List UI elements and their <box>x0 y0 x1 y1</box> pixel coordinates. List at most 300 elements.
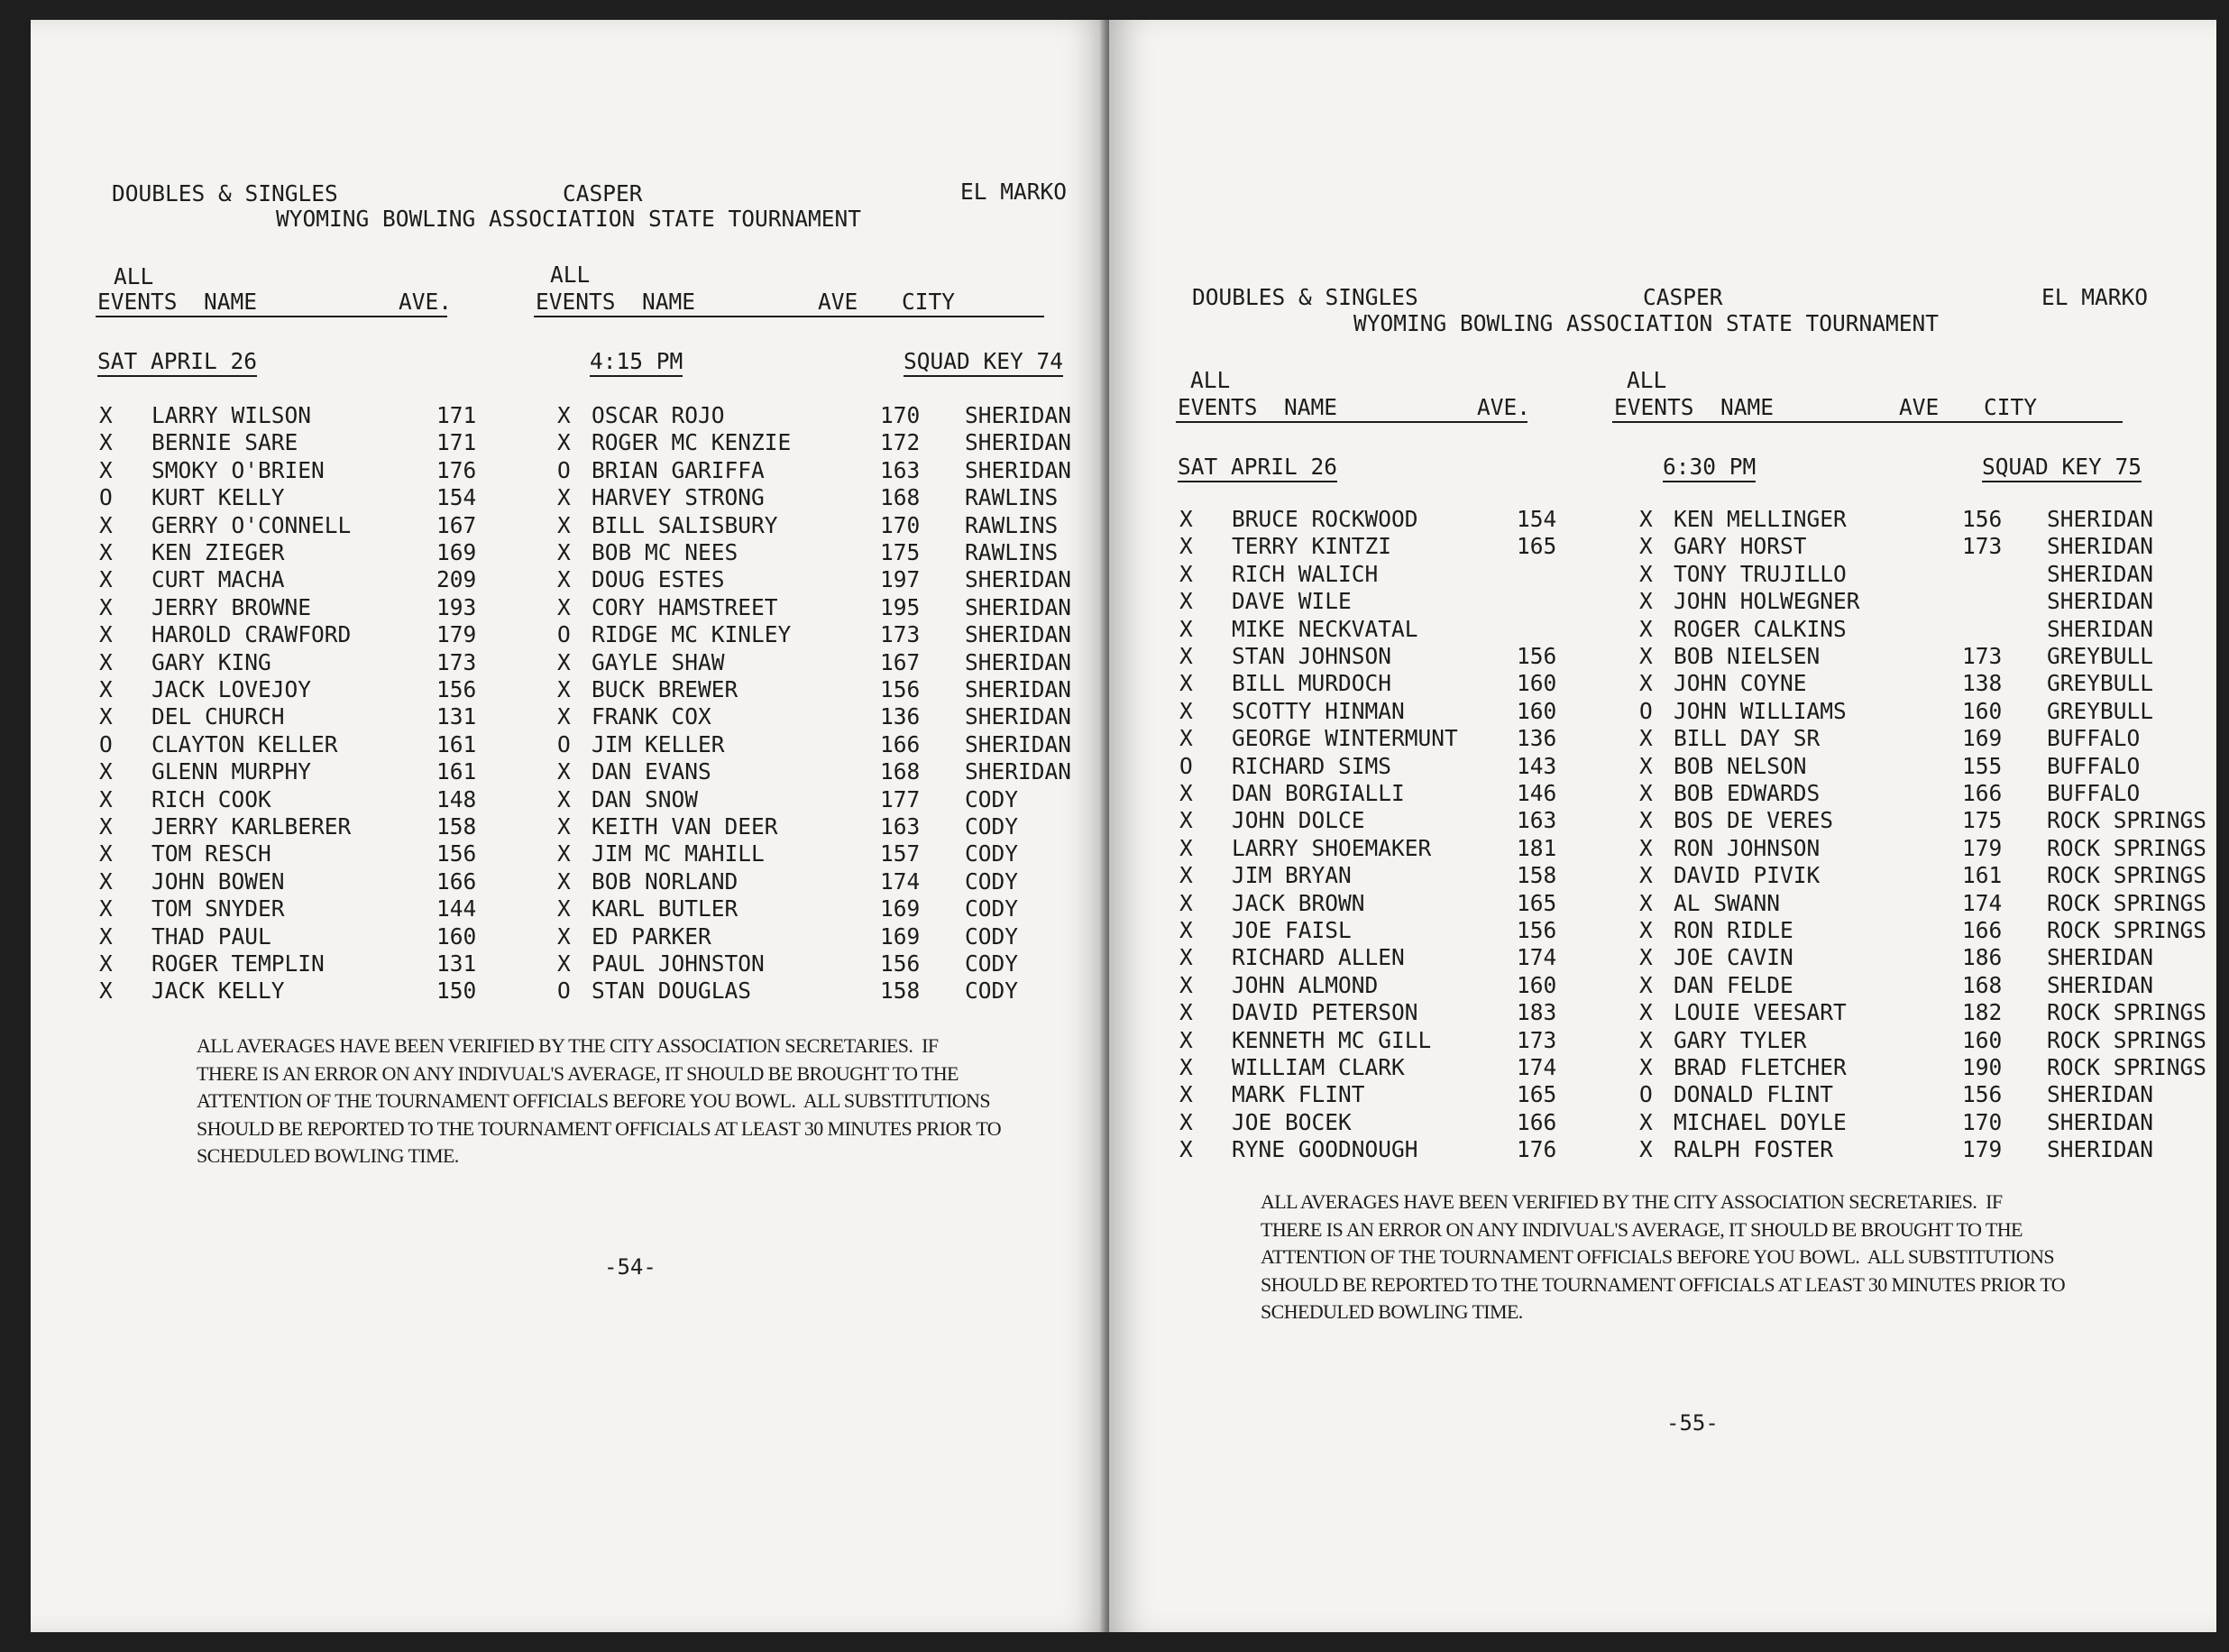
squad-time: 6:30 PM <box>1663 454 1756 482</box>
bowler-average: 166 <box>880 730 921 757</box>
bowler-name: DEL CHURCH <box>151 703 285 730</box>
event-code: X <box>1639 1136 1653 1163</box>
bowler-name: TONY TRUJILLO <box>1674 560 1847 587</box>
event-code: X <box>1179 643 1193 669</box>
bowler-name: JIM MC MAHILL <box>592 840 765 867</box>
event-code: X <box>1639 780 1653 806</box>
bowler-name: BOB EDWARDS <box>1674 780 1821 806</box>
bowler-name: DOUG ESTES <box>592 566 725 593</box>
event-code: X <box>1639 1026 1653 1053</box>
bowler-city: GREYBULL <box>2047 643 2154 669</box>
bowler-average: 209 <box>436 566 477 593</box>
event-code: X <box>1179 1136 1193 1163</box>
bowler-average: 158 <box>436 813 477 840</box>
note-line: THERE IS AN ERROR ON ANY INDIVUAL'S AVERAGE, IT SHOULD BE BROUGHT TO THE <box>197 1061 959 1085</box>
bowler-average: 181 <box>1517 834 1557 861</box>
bowler-city: CODY <box>965 922 1019 950</box>
event-code: X <box>557 785 571 812</box>
bowler-name: ROGER MC KENZIE <box>592 429 792 456</box>
bowler-name: KEN MELLINGER <box>1674 506 1847 532</box>
bowler-city: GREYBULL <box>2047 670 2154 697</box>
bowler-name: GARY TYLER <box>1674 1026 1807 1053</box>
bowler-city: BUFFALO <box>2047 752 2141 779</box>
col-events-name: EVENTS NAME <box>536 289 696 315</box>
header-rule <box>1612 421 2123 423</box>
bowler-average: 169 <box>880 922 921 950</box>
event-code: X <box>1179 917 1193 943</box>
bowler-city: SHERIDAN <box>965 676 1072 702</box>
squad-key: SQUAD KEY 75 <box>1982 454 2142 482</box>
bowler-city: BUFFALO <box>2047 780 2141 806</box>
event-code: X <box>1179 780 1193 806</box>
squad-date: SAT APRIL 26 <box>97 348 257 377</box>
event-code: X <box>99 758 113 785</box>
bowler-average: 168 <box>880 758 921 785</box>
event-code: X <box>1179 533 1193 560</box>
bowler-name: DAN SNOW <box>592 785 699 812</box>
header-rule <box>534 316 1044 317</box>
bowler-average: 165 <box>1517 889 1557 916</box>
event-code: X <box>1639 834 1653 861</box>
bowler-average: 160 <box>1962 697 2003 724</box>
event-code: X <box>557 429 571 456</box>
bowler-city: RAWLINS <box>965 539 1059 565</box>
event-code: X <box>99 456 113 483</box>
bowler-name: BOS DE VERES <box>1674 807 1834 834</box>
bowler-average: 166 <box>436 867 477 895</box>
event-code: X <box>1179 1054 1193 1080</box>
col-events-name: EVENTS NAME <box>1614 394 1775 420</box>
col-events-name: EVENTS NAME <box>1178 394 1338 420</box>
event-code: O <box>557 730 571 757</box>
event-code: X <box>1639 807 1653 834</box>
bowler-name: KEN ZIEGER <box>151 539 285 565</box>
bowler-city: SHERIDAN <box>2047 615 2154 642</box>
bowler-city: BUFFALO <box>2047 725 2141 752</box>
bowler-average: 163 <box>1517 807 1557 834</box>
bowler-name: TOM SNYDER <box>151 895 285 922</box>
bowler-average: 158 <box>880 977 921 1005</box>
bowler-name: GEORGE WINTERMUNT <box>1232 725 1458 752</box>
event-code: X <box>99 593 113 620</box>
bowler-name: CLAYTON KELLER <box>151 730 338 757</box>
bowler-average: 183 <box>1517 999 1557 1026</box>
bowler-average: 174 <box>1517 944 1557 971</box>
bowler-name: BILL SALISBURY <box>592 511 778 538</box>
bowler-name: DAVID PETERSON <box>1232 999 1418 1026</box>
event-code: X <box>99 785 113 812</box>
event-title: DOUBLES & SINGLES <box>1192 284 1418 310</box>
bowler-average: 161 <box>1962 862 2003 889</box>
bowler-city: CODY <box>965 977 1019 1005</box>
bowler-average: 156 <box>436 676 477 702</box>
event-code: X <box>99 922 113 950</box>
event-code: X <box>99 566 113 593</box>
event-code: X <box>1179 807 1193 834</box>
bowler-name: LARRY WILSON <box>151 402 312 428</box>
bowler-city: SHERIDAN <box>2047 1081 2154 1108</box>
bowler-average: 182 <box>1962 999 2003 1026</box>
bowler-average: 166 <box>1962 917 2003 943</box>
note-line: ATTENTION OF THE TOURNAMENT OFFICIALS BEFORE YOU BOWL. ALL SUBSTITUTIONS <box>197 1089 991 1112</box>
bowler-average: 163 <box>880 456 921 483</box>
bowler-name: JOE FAISL <box>1232 917 1352 943</box>
bowler-name: STAN DOUGLAS <box>592 977 752 1005</box>
bowler-name: CURT MACHA <box>151 566 285 593</box>
event-title: DOUBLES & SINGLES <box>112 180 338 206</box>
event-code: O <box>99 730 113 757</box>
note-line: SHOULD BE REPORTED TO THE TOURNAMENT OFFICIALS AT LEAST 30 MINUTES PRIOR TO <box>1261 1272 2066 1296</box>
bowler-name: PAUL JOHNSTON <box>592 950 765 977</box>
bowler-name: DONALD FLINT <box>1674 1081 1834 1108</box>
event-code: X <box>1639 533 1653 560</box>
bowler-average: 168 <box>1962 971 2003 998</box>
event-code: X <box>557 648 571 675</box>
bowler-name: BRAD FLETCHER <box>1674 1054 1847 1080</box>
bowler-name: DAN BORGIALLI <box>1232 780 1405 806</box>
tournament-title: WYOMING BOWLING ASSOCIATION STATE TOURNAMENT <box>1353 310 1940 336</box>
bowler-city: RAWLINS <box>965 511 1059 538</box>
event-code: X <box>99 813 113 840</box>
event-code: X <box>99 840 113 867</box>
bowler-city: SHERIDAN <box>965 566 1072 593</box>
bowler-average: 154 <box>436 484 477 511</box>
bowler-average: 195 <box>880 593 921 620</box>
event-code: X <box>1639 588 1653 615</box>
bowler-city: CODY <box>965 840 1019 867</box>
bowler-name: ROGER TEMPLIN <box>151 950 325 977</box>
event-code: X <box>557 593 571 620</box>
event-code: X <box>1639 752 1653 779</box>
event-code: X <box>99 703 113 730</box>
bowler-city: SHERIDAN <box>2047 971 2154 998</box>
bowler-city: CODY <box>965 950 1019 977</box>
all-label: ALL <box>1627 367 1667 393</box>
bowler-name: BRIAN GARIFFA <box>592 456 765 483</box>
bowler-name: LARRY SHOEMAKER <box>1232 834 1432 861</box>
event-code: X <box>1639 889 1653 916</box>
event-code: X <box>99 539 113 565</box>
bowler-city: CODY <box>965 813 1019 840</box>
bowler-name: KEITH VAN DEER <box>592 813 778 840</box>
bowler-name: RON RIDLE <box>1674 917 1793 943</box>
event-code: O <box>1179 752 1193 779</box>
bowler-name: JOE CAVIN <box>1674 944 1793 971</box>
bowler-name: JOHN WILLIAMS <box>1674 697 1847 724</box>
note-line: ALL AVERAGES HAVE BEEN VERIFIED BY THE CITY ASSOCIATION SECRETARIES. IF <box>197 1034 939 1057</box>
event-code: X <box>557 922 571 950</box>
bowler-average: 165 <box>1517 533 1557 560</box>
location: CASPER <box>563 180 643 206</box>
event-code: X <box>99 676 113 702</box>
bowler-city: ROCK SPRINGS <box>2047 917 2207 943</box>
page-number: -54- <box>604 1254 656 1280</box>
bowler-city: SHERIDAN <box>965 429 1072 456</box>
col-ave: AVE <box>1899 394 1940 420</box>
event-code: X <box>1639 944 1653 971</box>
bowler-name: ED PARKER <box>592 922 711 950</box>
event-code: O <box>557 456 571 483</box>
bowler-name: JOHN COYNE <box>1674 670 1807 697</box>
squad-time: 4:15 PM <box>590 348 683 377</box>
note-line: SHOULD BE REPORTED TO THE TOURNAMENT OFFICIALS AT LEAST 30 MINUTES PRIOR TO <box>197 1116 1002 1140</box>
bowler-average: 193 <box>436 593 477 620</box>
event-code: X <box>1179 971 1193 998</box>
bowler-average: 169 <box>1962 725 2003 752</box>
bowler-name: BILL MURDOCH <box>1232 670 1392 697</box>
bowler-name: JOHN HOLWEGNER <box>1674 588 1860 615</box>
bowler-name: BOB NELSON <box>1674 752 1807 779</box>
bowler-average: 160 <box>1517 670 1557 697</box>
bowler-name: WILLIAM CLARK <box>1232 1054 1405 1080</box>
event-code: X <box>1179 1081 1193 1108</box>
bowler-city: ROCK SPRINGS <box>2047 999 2207 1026</box>
event-code: X <box>1639 725 1653 752</box>
bowler-name: THAD PAUL <box>151 922 271 950</box>
bowler-average: 197 <box>880 566 921 593</box>
bowler-name: TOM RESCH <box>151 840 271 867</box>
event-code: X <box>557 539 571 565</box>
bowler-average: 171 <box>436 429 477 456</box>
bowler-city: RAWLINS <box>965 484 1059 511</box>
location: CASPER <box>1643 284 1723 310</box>
event-code: X <box>557 484 571 511</box>
all-label: ALL <box>550 262 591 288</box>
event-code: X <box>1639 999 1653 1026</box>
col-ave: AVE <box>818 289 858 315</box>
event-code: X <box>1179 944 1193 971</box>
bowler-average: 160 <box>1517 697 1557 724</box>
tournament-title: WYOMING BOWLING ASSOCIATION STATE TOURNAMENT <box>276 206 862 232</box>
bowler-average: 170 <box>1962 1108 2003 1135</box>
bowler-name: JOHN DOLCE <box>1232 807 1365 834</box>
all-label: ALL <box>114 263 154 289</box>
event-code: X <box>1179 999 1193 1026</box>
bowler-average: 163 <box>880 813 921 840</box>
bowler-average: 160 <box>1962 1026 2003 1053</box>
venue: EL MARKO <box>960 179 1068 205</box>
bowler-city: ROCK SPRINGS <box>2047 1026 2207 1053</box>
event-code: X <box>557 950 571 977</box>
event-code: X <box>1639 506 1653 532</box>
bowler-name: KURT KELLY <box>151 484 285 511</box>
bowler-average: 176 <box>1517 1136 1557 1163</box>
bowler-city: SHERIDAN <box>965 456 1072 483</box>
event-code: X <box>1179 670 1193 697</box>
event-code: X <box>1179 506 1193 532</box>
bowler-city: SHERIDAN <box>2047 944 2154 971</box>
event-code: X <box>99 511 113 538</box>
event-code: X <box>1639 1108 1653 1135</box>
event-code: X <box>1179 725 1193 752</box>
bowler-city: SHERIDAN <box>965 402 1072 428</box>
event-code: O <box>99 484 113 511</box>
event-code: X <box>1639 917 1653 943</box>
bowler-name: GLENN MURPHY <box>151 758 312 785</box>
event-code: X <box>557 895 571 922</box>
bowler-average: 156 <box>436 840 477 867</box>
bowler-average: 156 <box>1962 506 2003 532</box>
event-code: O <box>557 977 571 1005</box>
bowler-average: 167 <box>436 511 477 538</box>
bowler-city: CODY <box>965 785 1019 812</box>
bowler-name: RYNE GOODNOUGH <box>1232 1136 1418 1163</box>
bowler-average: 146 <box>1517 780 1557 806</box>
event-code: X <box>1179 560 1193 587</box>
bowler-name: RICH WALICH <box>1232 560 1379 587</box>
bowler-average: 160 <box>436 922 477 950</box>
bowler-average: 174 <box>1517 1054 1557 1080</box>
bowler-city: ROCK SPRINGS <box>2047 862 2207 889</box>
event-code: X <box>1179 889 1193 916</box>
bowler-average: 170 <box>880 402 921 428</box>
bowler-average: 172 <box>880 429 921 456</box>
bowler-name: LOUIE VEESART <box>1674 999 1847 1026</box>
event-code: X <box>557 402 571 428</box>
bowler-name: BUCK BREWER <box>592 676 738 702</box>
bowler-name: KENNETH MC GILL <box>1232 1026 1432 1053</box>
bowler-average: 166 <box>1962 780 2003 806</box>
event-code: X <box>99 895 113 922</box>
bowler-name: JACK KELLY <box>151 977 285 1005</box>
event-code: X <box>1639 643 1653 669</box>
bowler-name: GAYLE SHAW <box>592 648 725 675</box>
bowler-average: 165 <box>1517 1081 1557 1108</box>
bowler-name: BOB MC NEES <box>592 539 738 565</box>
bowler-name: DAN FELDE <box>1674 971 1793 998</box>
bowler-average: 176 <box>436 456 477 483</box>
bowler-average: 166 <box>1517 1108 1557 1135</box>
venue: EL MARKO <box>2041 284 2149 310</box>
bowler-average: 175 <box>1962 807 2003 834</box>
squad-date: SAT APRIL 26 <box>1178 454 1337 482</box>
bowler-city: SHERIDAN <box>2047 588 2154 615</box>
squad-key: SQUAD KEY 74 <box>904 348 1063 377</box>
event-code: O <box>1639 697 1653 724</box>
event-code: O <box>557 621 571 648</box>
event-code: X <box>1179 615 1193 642</box>
bowler-average: 154 <box>1517 506 1557 532</box>
bowler-average: 179 <box>1962 834 2003 861</box>
bowler-name: ROGER CALKINS <box>1674 615 1847 642</box>
bowler-average: 174 <box>1962 889 2003 916</box>
bowler-name: RICH COOK <box>151 785 271 812</box>
bowler-name: JERRY BROWNE <box>151 593 312 620</box>
bowler-average: 171 <box>436 402 477 428</box>
bowler-name: BOB NIELSEN <box>1674 643 1821 669</box>
bowler-average: 136 <box>1517 725 1557 752</box>
bowler-average: 158 <box>1517 862 1557 889</box>
bowler-average: 186 <box>1962 944 2003 971</box>
bowler-name: MARK FLINT <box>1232 1081 1365 1108</box>
bowler-city: CODY <box>965 895 1019 922</box>
col-events-name: EVENTS NAME <box>97 289 258 315</box>
event-code: X <box>99 867 113 895</box>
bowler-name: BERNIE SARE <box>151 429 298 456</box>
bowler-name: FRANK COX <box>592 703 711 730</box>
note-line: ATTENTION OF THE TOURNAMENT OFFICIALS BEFORE YOU BOWL. ALL SUBSTITUTIONS <box>1261 1245 2055 1268</box>
bowler-name: JOHN ALMOND <box>1232 971 1379 998</box>
bowler-name: JERRY KARLBERER <box>151 813 352 840</box>
bowler-name: TERRY KINTZI <box>1232 533 1392 560</box>
bowler-average: 173 <box>1962 533 2003 560</box>
bowler-average: 179 <box>1962 1136 2003 1163</box>
bowler-city: ROCK SPRINGS <box>2047 834 2207 861</box>
bowler-average: 157 <box>880 840 921 867</box>
event-code: X <box>99 402 113 428</box>
bowler-name: JIM BRYAN <box>1232 862 1352 889</box>
bowler-name: RON JOHNSON <box>1674 834 1821 861</box>
event-code: X <box>557 566 571 593</box>
bowler-name: RALPH FOSTER <box>1674 1136 1834 1163</box>
bowler-average: 156 <box>1517 917 1557 943</box>
bowler-city: SHERIDAN <box>965 758 1072 785</box>
bowler-name: JACK BROWN <box>1232 889 1365 916</box>
event-code: X <box>557 511 571 538</box>
bowler-name: JIM KELLER <box>592 730 725 757</box>
page-content <box>97 179 1072 1005</box>
bowler-average: 168 <box>880 484 921 511</box>
bowler-city: GREYBULL <box>2047 697 2154 724</box>
bowler-name: JOE BOCEK <box>1232 1108 1352 1135</box>
event-code: X <box>99 621 113 648</box>
bowler-city: CODY <box>965 867 1019 895</box>
col-ave: AVE. <box>1477 394 1531 420</box>
bowler-city: ROCK SPRINGS <box>2047 889 2207 916</box>
bowler-city: SHERIDAN <box>965 730 1072 757</box>
bowler-name: AL SWANN <box>1674 889 1781 916</box>
bowler-name: GERRY O'CONNELL <box>151 511 352 538</box>
event-code: X <box>557 676 571 702</box>
event-code: X <box>1179 834 1193 861</box>
header-rule <box>1176 421 1527 423</box>
event-code: X <box>557 813 571 840</box>
note-line: SCHEDULED BOWLING TIME. <box>197 1144 459 1167</box>
bowler-average: 173 <box>436 648 477 675</box>
bowler-city: SHERIDAN <box>2047 560 2154 587</box>
event-code: X <box>99 648 113 675</box>
all-label: ALL <box>1190 367 1231 393</box>
bowler-average: 173 <box>1517 1026 1557 1053</box>
event-code: X <box>557 703 571 730</box>
bowler-city: SHERIDAN <box>2047 1136 2154 1163</box>
bowler-name: OSCAR ROJO <box>592 402 725 428</box>
bowler-name: JACK LOVEJOY <box>151 676 312 702</box>
bowler-average: 190 <box>1962 1054 2003 1080</box>
event-code: X <box>1639 560 1653 587</box>
bowler-name: KARL BUTLER <box>592 895 738 922</box>
bowler-name: RICHARD SIMS <box>1232 752 1392 779</box>
header-rule <box>96 316 447 317</box>
event-code: X <box>99 950 113 977</box>
bowler-city: SHERIDAN <box>2047 1108 2154 1135</box>
event-code: X <box>1639 971 1653 998</box>
bowler-name: CORY HAMSTREET <box>592 593 778 620</box>
bowler-name: RICHARD ALLEN <box>1232 944 1405 971</box>
note-line: SCHEDULED BOWLING TIME. <box>1261 1300 1523 1323</box>
bowler-average: 169 <box>880 895 921 922</box>
event-code: X <box>1179 862 1193 889</box>
event-code: X <box>557 840 571 867</box>
event-code: X <box>1639 1054 1653 1080</box>
bowler-average: 156 <box>880 950 921 977</box>
event-code: X <box>1639 862 1653 889</box>
bowler-name: JOHN BOWEN <box>151 867 285 895</box>
bowler-name: SMOKY O'BRIEN <box>151 456 325 483</box>
bowler-average: 144 <box>436 895 477 922</box>
event-code: X <box>1639 670 1653 697</box>
bowler-average: 156 <box>1962 1081 2003 1108</box>
